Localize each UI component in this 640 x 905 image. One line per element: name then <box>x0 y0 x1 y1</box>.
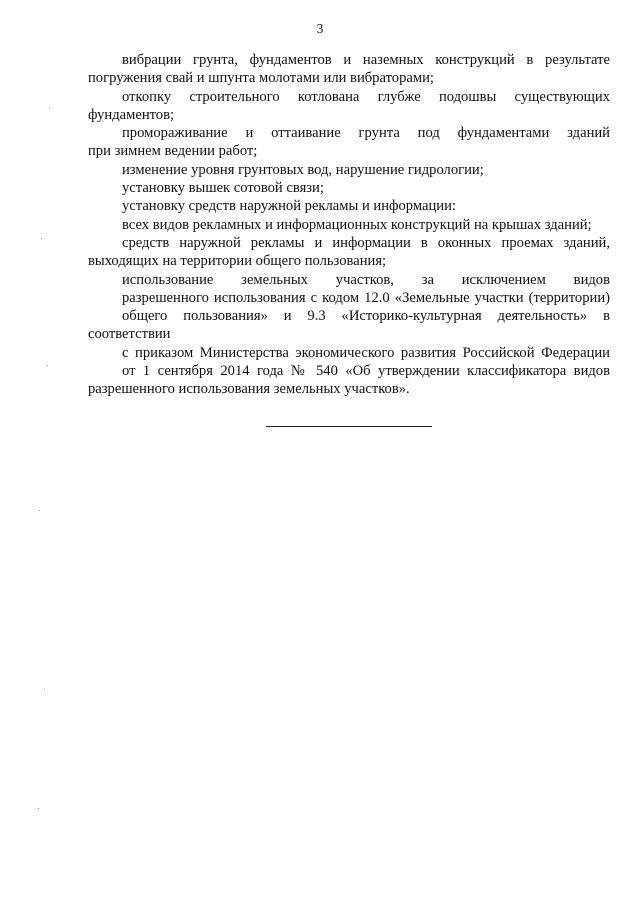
scan-speck <box>39 510 40 511</box>
paragraph-advertising <box>88 197 610 215</box>
paragraph-line: промораживание и оттаивание грунта под фундаментами зданий <box>122 125 610 142</box>
paragraph-line: средств наружной рекламы и информации в оконных проемах зданий, <box>122 234 610 251</box>
paragraph-line: использование земельных участков, за исключением видов <box>122 271 610 288</box>
scan-speck <box>49 107 50 108</box>
scan-speck <box>47 365 48 366</box>
paragraph-groundwater <box>88 161 610 179</box>
paragraph-line: с приказом Министерства экономического развития Российской Федерации <box>122 344 610 361</box>
paragraph-line: разрешенного использования с кодом 12.0 «Земельные участки (территории) <box>122 289 610 306</box>
paragraph-land-use <box>88 271 610 399</box>
paragraph-line: установку средств наружной рекламы и информации: <box>122 198 456 215</box>
paragraph-line: выходящих на территории общего пользования; <box>88 253 387 270</box>
paragraph-line: при зимнем ведении работ; <box>88 143 258 160</box>
scan-speck <box>38 808 39 809</box>
page-number: 3 <box>316 21 324 36</box>
paragraph-line: погружения свай и шпунта молотами или вибраторами; <box>88 70 434 87</box>
paragraph-line: общего пользования» и 9.3 «Историко-культурная деятельность» в соответствии <box>88 308 610 343</box>
end-divider <box>266 426 432 427</box>
paragraph-line: вибрации грунта, фундаментов и наземных конструкций в результате <box>122 52 610 68</box>
paragraph-line: от 1 сентября 2014 года № 540 «Об утверждении классификатора видов <box>122 363 610 380</box>
paragraph-line: разрешенного использования земельных участков». <box>88 381 410 398</box>
paragraph-line: всех видов рекламных и информационных конструкций на крышах зданий; <box>122 216 592 233</box>
paragraph-freezing <box>88 124 610 161</box>
document-body <box>88 51 610 399</box>
paragraph-line: установку вышек сотовой связи; <box>122 180 324 197</box>
paragraph-line: изменение уровня грунтовых вод, нарушение гидрологии; <box>122 161 484 178</box>
scan-speck <box>44 689 45 690</box>
paragraph-excavation <box>88 88 610 125</box>
paragraph-window-advertising <box>88 234 610 271</box>
paragraph-cell-towers <box>88 179 610 197</box>
paragraph-line: фундаментов; <box>88 106 175 123</box>
paragraph-line: откопку строительного котлована глубже подошвы существующих <box>122 88 610 105</box>
paragraph-vibration <box>88 51 610 88</box>
paragraph-roof-advertising <box>88 216 610 234</box>
scan-speck <box>41 238 42 239</box>
